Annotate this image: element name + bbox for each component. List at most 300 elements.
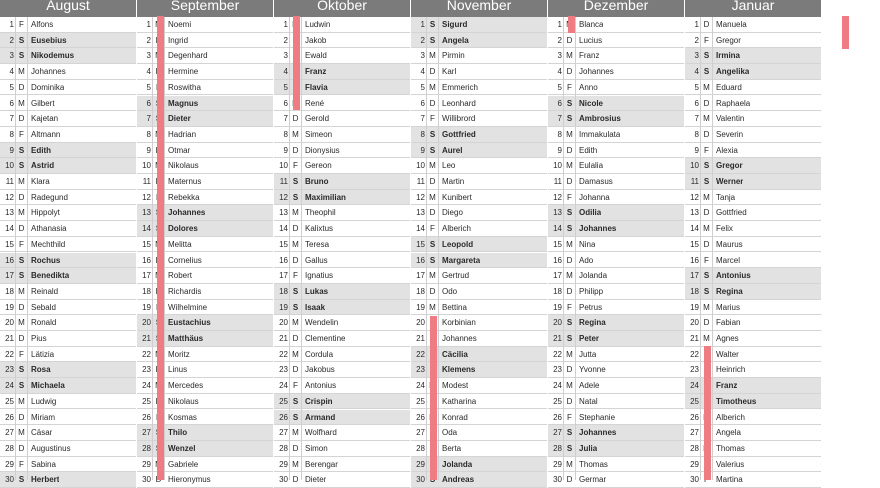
name-day: Thomas	[579, 459, 608, 469]
day-row	[411, 174, 547, 190]
day-number: 15	[416, 239, 425, 249]
weekday-letter: F	[567, 192, 572, 202]
name-day: Gregor	[716, 161, 743, 171]
weekday-letter: S	[292, 192, 299, 202]
day-row	[685, 80, 821, 96]
weekday-letter: F	[567, 302, 572, 312]
day-row	[548, 48, 684, 64]
weekday-letter: S	[18, 271, 25, 281]
day-number: 4	[283, 67, 288, 77]
day-number: 23	[5, 365, 14, 375]
weekday-letter: F	[293, 161, 298, 171]
day-number: 25	[5, 396, 14, 406]
day-row	[548, 190, 684, 206]
day-row	[685, 284, 821, 300]
name-day: Katharina	[442, 396, 477, 406]
day-number: 16	[416, 255, 425, 265]
day-number: 3	[557, 51, 562, 61]
day-row	[411, 96, 547, 112]
weekday-letter: F	[293, 271, 298, 281]
column-divider	[164, 17, 165, 480]
day-row	[411, 237, 547, 253]
name-day: Cäsar	[31, 428, 53, 438]
day-number: 29	[416, 459, 425, 469]
period-marker	[293, 16, 300, 110]
weekday-letter: S	[703, 67, 710, 77]
weekday-letter: S	[429, 20, 436, 29]
name-day: Hadrian	[168, 129, 197, 139]
name-day: Angelika	[716, 67, 750, 77]
name-day: Walter	[716, 349, 739, 359]
day-number: 18	[553, 286, 562, 296]
day-row	[0, 284, 136, 300]
weekday-letter: M	[566, 239, 573, 249]
day-row	[548, 253, 684, 269]
day-row	[0, 48, 136, 64]
name-day: Jakob	[305, 35, 327, 45]
day-row	[0, 174, 136, 190]
name-day: Jolanda	[442, 459, 473, 469]
weekday-letter: D	[703, 208, 710, 218]
name-day: Emmerich	[442, 82, 479, 92]
weekday-letter: S	[429, 255, 436, 265]
day-row	[548, 221, 684, 237]
weekday-letter: M	[18, 177, 25, 186]
day-number: 15	[553, 239, 562, 249]
weekday-letter: M	[429, 302, 436, 312]
day-number: 5	[694, 82, 699, 92]
weekday-letter: M	[703, 192, 710, 202]
name-day: Magnus	[168, 98, 199, 108]
name-day: Martin	[442, 177, 465, 186]
name-day: Antonius	[305, 381, 337, 391]
name-day: Hieronymus	[168, 475, 211, 485]
name-day: Johannes	[579, 67, 614, 77]
name-day: Thomas	[716, 443, 745, 453]
name-day: Noemi	[168, 20, 192, 29]
name-day: Eulalia	[579, 161, 604, 171]
weekday-letter: D	[18, 114, 25, 124]
weekday-letter: S	[18, 51, 25, 61]
day-number: 16	[279, 255, 288, 265]
day-number: 5	[420, 82, 425, 92]
weekday-letter: S	[566, 443, 573, 453]
name-day: Matthäus	[168, 334, 204, 343]
day-row	[0, 96, 136, 112]
day-number: 19	[279, 302, 288, 312]
day-row	[548, 64, 684, 80]
day-row	[274, 174, 410, 190]
name-day: Modest	[442, 381, 469, 391]
name-day: Richardis	[168, 286, 202, 296]
weekday-letter: D	[18, 82, 25, 92]
day-number: 21	[279, 334, 288, 343]
day-number: 10	[553, 161, 562, 171]
name-day: Valentin	[716, 114, 745, 124]
name-day: Kunibert	[442, 192, 472, 202]
weekday-letter: M	[566, 349, 573, 359]
name-day: Johannes	[579, 428, 617, 438]
day-number: 30	[279, 475, 288, 485]
day-row	[0, 127, 136, 143]
day-number: 14	[279, 224, 288, 234]
name-day: Sigurd	[442, 20, 468, 29]
name-day: Regina	[716, 286, 743, 296]
day-number: 17	[690, 271, 699, 281]
name-day: Franz	[579, 51, 600, 61]
name-day: Alberich	[442, 224, 471, 234]
day-number: 10	[690, 161, 699, 171]
day-row	[411, 158, 547, 174]
day-row	[274, 331, 410, 347]
name-day: Angela	[716, 428, 741, 438]
day-number: 19	[690, 302, 699, 312]
name-day: Fabian	[716, 318, 741, 328]
weekday-letter: S	[566, 318, 573, 328]
weekday-letter: M	[292, 349, 299, 359]
name-day: Wendelin	[305, 318, 339, 328]
day-number: 4	[694, 67, 699, 77]
day-row	[685, 268, 821, 284]
name-day: Maximilian	[305, 192, 346, 202]
weekday-letter: M	[703, 334, 710, 343]
day-number: 20	[690, 318, 699, 328]
day-number: 21	[690, 334, 699, 343]
name-day: Peter	[579, 334, 600, 343]
weekday-letter: F	[430, 224, 435, 234]
day-number: 22	[279, 349, 288, 359]
day-number: 29	[142, 459, 151, 469]
weekday-letter: D	[703, 239, 710, 249]
day-number: 5	[9, 82, 14, 92]
day-row	[548, 472, 684, 488]
weekday-letter: S	[18, 161, 25, 171]
day-number: 23	[553, 365, 562, 375]
day-number: 6	[283, 98, 288, 108]
day-number: 6	[420, 98, 425, 108]
name-day: Severin	[716, 129, 744, 139]
weekday-letter: S	[566, 98, 573, 108]
name-day: Karl	[442, 67, 457, 77]
weekday-letter: D	[292, 475, 299, 485]
weekday-letter: D	[429, 67, 436, 77]
weekday-letter: S	[566, 224, 573, 234]
day-number: 27	[142, 428, 151, 438]
day-number: 18	[142, 286, 151, 296]
day-number: 19	[553, 302, 562, 312]
name-day: Ronald	[31, 318, 57, 328]
day-row	[411, 221, 547, 237]
day-number: 30	[142, 475, 151, 485]
day-number: 27	[690, 428, 699, 438]
weekday-letter: F	[430, 114, 435, 124]
month-header: Oktober	[274, 0, 410, 17]
weekday-letter: D	[566, 145, 573, 155]
name-day: Jolanda	[579, 271, 608, 281]
day-number: 3	[420, 51, 425, 61]
day-row	[274, 111, 410, 127]
day-number: 12	[416, 192, 425, 202]
day-number: 23	[279, 365, 288, 375]
day-row	[0, 111, 136, 127]
day-number: 22	[416, 349, 425, 359]
name-day: Blanca	[579, 20, 604, 29]
day-number: 23	[690, 365, 699, 375]
day-row	[274, 441, 410, 457]
day-number: 11	[690, 177, 699, 186]
day-row	[548, 315, 684, 331]
column-divider	[27, 17, 28, 480]
weekday-letter: M	[566, 51, 573, 61]
day-row	[274, 347, 410, 363]
day-number: 26	[416, 412, 425, 422]
column-divider	[575, 17, 576, 480]
day-row	[274, 315, 410, 331]
name-day: Cäcilia	[442, 349, 468, 359]
weekday-letter: M	[566, 129, 573, 139]
day-row	[685, 48, 821, 64]
day-number: 28	[279, 443, 288, 453]
day-number: 1	[420, 20, 425, 29]
day-number: 19	[142, 302, 151, 312]
name-day: Bettina	[442, 302, 467, 312]
day-number: 14	[690, 224, 699, 234]
name-day: Altmann	[31, 129, 61, 139]
weekday-letter: M	[18, 396, 25, 406]
name-day: Ado	[579, 255, 594, 265]
day-row	[0, 190, 136, 206]
day-row	[274, 143, 410, 159]
name-day: Edith	[579, 145, 598, 155]
name-day: Armand	[305, 412, 336, 422]
weekday-letter: M	[18, 98, 25, 108]
day-row	[685, 143, 821, 159]
weekday-letter: F	[704, 255, 709, 265]
name-day: Simeon	[305, 129, 333, 139]
day-number: 24	[416, 381, 425, 391]
weekday-letter: S	[292, 396, 299, 406]
weekday-letter: S	[292, 302, 299, 312]
day-number: 15	[142, 239, 151, 249]
name-day: Adele	[579, 381, 600, 391]
day-number: 13	[690, 208, 699, 218]
day-row	[548, 362, 684, 378]
day-number: 1	[283, 20, 288, 29]
day-row	[0, 425, 136, 441]
day-number: 11	[142, 177, 151, 186]
day-row	[0, 205, 136, 221]
day-row	[685, 127, 821, 143]
name-day: Natal	[579, 396, 598, 406]
day-row	[411, 268, 547, 284]
day-row	[274, 472, 410, 488]
day-number: 9	[9, 145, 14, 155]
weekday-letter: M	[429, 161, 436, 171]
name-day: Linus	[168, 365, 188, 375]
day-row	[0, 394, 136, 410]
day-number: 12	[553, 192, 562, 202]
day-number: 16	[690, 255, 699, 265]
name-day: Petrus	[579, 302, 603, 312]
weekday-letter: S	[292, 177, 299, 186]
day-number: 3	[694, 51, 699, 61]
day-row	[274, 127, 410, 143]
name-day: Otmar	[168, 145, 191, 155]
name-day: Julia	[579, 443, 598, 453]
name-day: Kajetan	[31, 114, 59, 124]
name-day: Gereon	[305, 161, 332, 171]
weekday-letter: D	[566, 67, 573, 77]
day-number: 22	[690, 349, 699, 359]
day-number: 8	[420, 129, 425, 139]
name-day: Ludwin	[305, 20, 331, 29]
day-number: 7	[557, 114, 562, 124]
day-number: 20	[279, 318, 288, 328]
day-row	[548, 96, 684, 112]
name-day: Werner	[716, 177, 744, 186]
day-number: 13	[5, 208, 14, 218]
name-day: Regina	[579, 318, 606, 328]
name-day: Hermine	[168, 67, 199, 77]
day-number: 25	[279, 396, 288, 406]
name-day: Valerius	[716, 459, 745, 469]
name-day: Nicole	[579, 98, 604, 108]
day-row	[274, 300, 410, 316]
weekday-letter: M	[292, 129, 299, 139]
name-day: Leo	[442, 161, 456, 171]
name-day: Cornelius	[168, 255, 202, 265]
day-number: 4	[9, 67, 14, 77]
weekday-letter: M	[292, 318, 299, 328]
name-day: Philipp	[579, 286, 604, 296]
month-column-august	[0, 0, 136, 485]
period-marker	[430, 316, 437, 480]
day-number: 3	[9, 51, 14, 61]
day-number: 16	[5, 255, 14, 265]
day-row	[685, 64, 821, 80]
day-row	[548, 300, 684, 316]
day-number: 12	[142, 192, 151, 202]
weekday-letter: D	[703, 318, 710, 328]
day-number: 20	[553, 318, 562, 328]
day-number: 3	[146, 51, 151, 61]
name-day: Gerold	[305, 114, 330, 124]
day-row	[274, 205, 410, 221]
weekday-letter: M	[292, 208, 299, 218]
name-day: Ludwig	[31, 396, 57, 406]
day-number: 21	[5, 334, 14, 343]
weekday-letter: D	[566, 286, 573, 296]
day-number: 7	[694, 114, 699, 124]
weekday-letter: D	[429, 98, 436, 108]
day-number: 21	[142, 334, 151, 343]
name-day: Leopold	[442, 239, 474, 249]
name-day: Ambrosius	[579, 114, 621, 124]
weekday-letter: D	[566, 475, 573, 485]
day-number: 30	[5, 475, 14, 485]
day-number: 26	[279, 412, 288, 422]
day-row	[274, 457, 410, 473]
weekday-letter: S	[18, 255, 25, 265]
name-day: Manuela	[716, 20, 747, 29]
name-day: Wilhelmine	[168, 302, 208, 312]
name-day: Nikolaus	[168, 396, 199, 406]
weekday-letter: D	[566, 396, 573, 406]
weekday-letter: D	[703, 129, 710, 139]
weekday-letter: F	[293, 381, 298, 391]
day-row	[548, 127, 684, 143]
day-number: 13	[279, 208, 288, 218]
name-day: Dieter	[168, 114, 191, 124]
column-divider	[289, 17, 290, 480]
weekday-letter: M	[566, 161, 573, 171]
day-number: 28	[416, 443, 425, 453]
weekday-letter: D	[429, 286, 436, 296]
name-day: Pirmin	[442, 51, 465, 61]
name-day: Ingrid	[168, 35, 189, 45]
day-number: 6	[146, 98, 151, 108]
day-row	[0, 158, 136, 174]
weekday-letter: S	[703, 177, 710, 186]
day-row	[274, 190, 410, 206]
name-day: Alexia	[716, 145, 738, 155]
day-number: 6	[9, 98, 14, 108]
day-number: 19	[416, 302, 425, 312]
name-day: Ewald	[305, 51, 327, 61]
day-row	[411, 190, 547, 206]
weekday-letter: S	[18, 365, 25, 375]
weekday-letter: M	[566, 271, 573, 281]
column-divider	[438, 17, 439, 480]
day-row	[548, 158, 684, 174]
weekday-letter: M	[18, 67, 25, 77]
day-row	[411, 17, 547, 33]
name-day: Wenzel	[168, 443, 196, 453]
day-number: 15	[690, 239, 699, 249]
month-header: September	[137, 0, 273, 17]
weekday-letter: M	[18, 428, 25, 438]
weekday-letter: M	[429, 192, 436, 202]
day-number: 14	[142, 224, 151, 234]
weekday-letter: D	[292, 365, 299, 375]
day-number: 24	[690, 381, 699, 391]
day-number: 28	[142, 443, 151, 453]
name-day: Rebekka	[168, 192, 200, 202]
day-number: 19	[5, 302, 14, 312]
day-number: 8	[694, 129, 699, 139]
day-number: 6	[694, 98, 699, 108]
day-number: 2	[9, 35, 14, 45]
weekday-letter: D	[292, 224, 299, 234]
day-row	[548, 174, 684, 190]
day-row	[548, 111, 684, 127]
name-day: Degenhard	[168, 51, 208, 61]
name-day: Nina	[579, 239, 596, 249]
name-day: Tanja	[716, 192, 736, 202]
name-day: Cordula	[305, 349, 334, 359]
weekday-letter: M	[429, 271, 436, 281]
day-row	[685, 253, 821, 269]
name-day: Nikodemus	[31, 51, 75, 61]
day-row	[274, 253, 410, 269]
weekday-letter: S	[703, 286, 710, 296]
name-day: Gertrud	[442, 271, 470, 281]
month-header: Januar	[685, 0, 821, 17]
weekday-letter: S	[18, 145, 25, 155]
day-number: 17	[142, 271, 151, 281]
name-day: Maurus	[716, 239, 743, 249]
weekday-letter: F	[567, 82, 572, 92]
